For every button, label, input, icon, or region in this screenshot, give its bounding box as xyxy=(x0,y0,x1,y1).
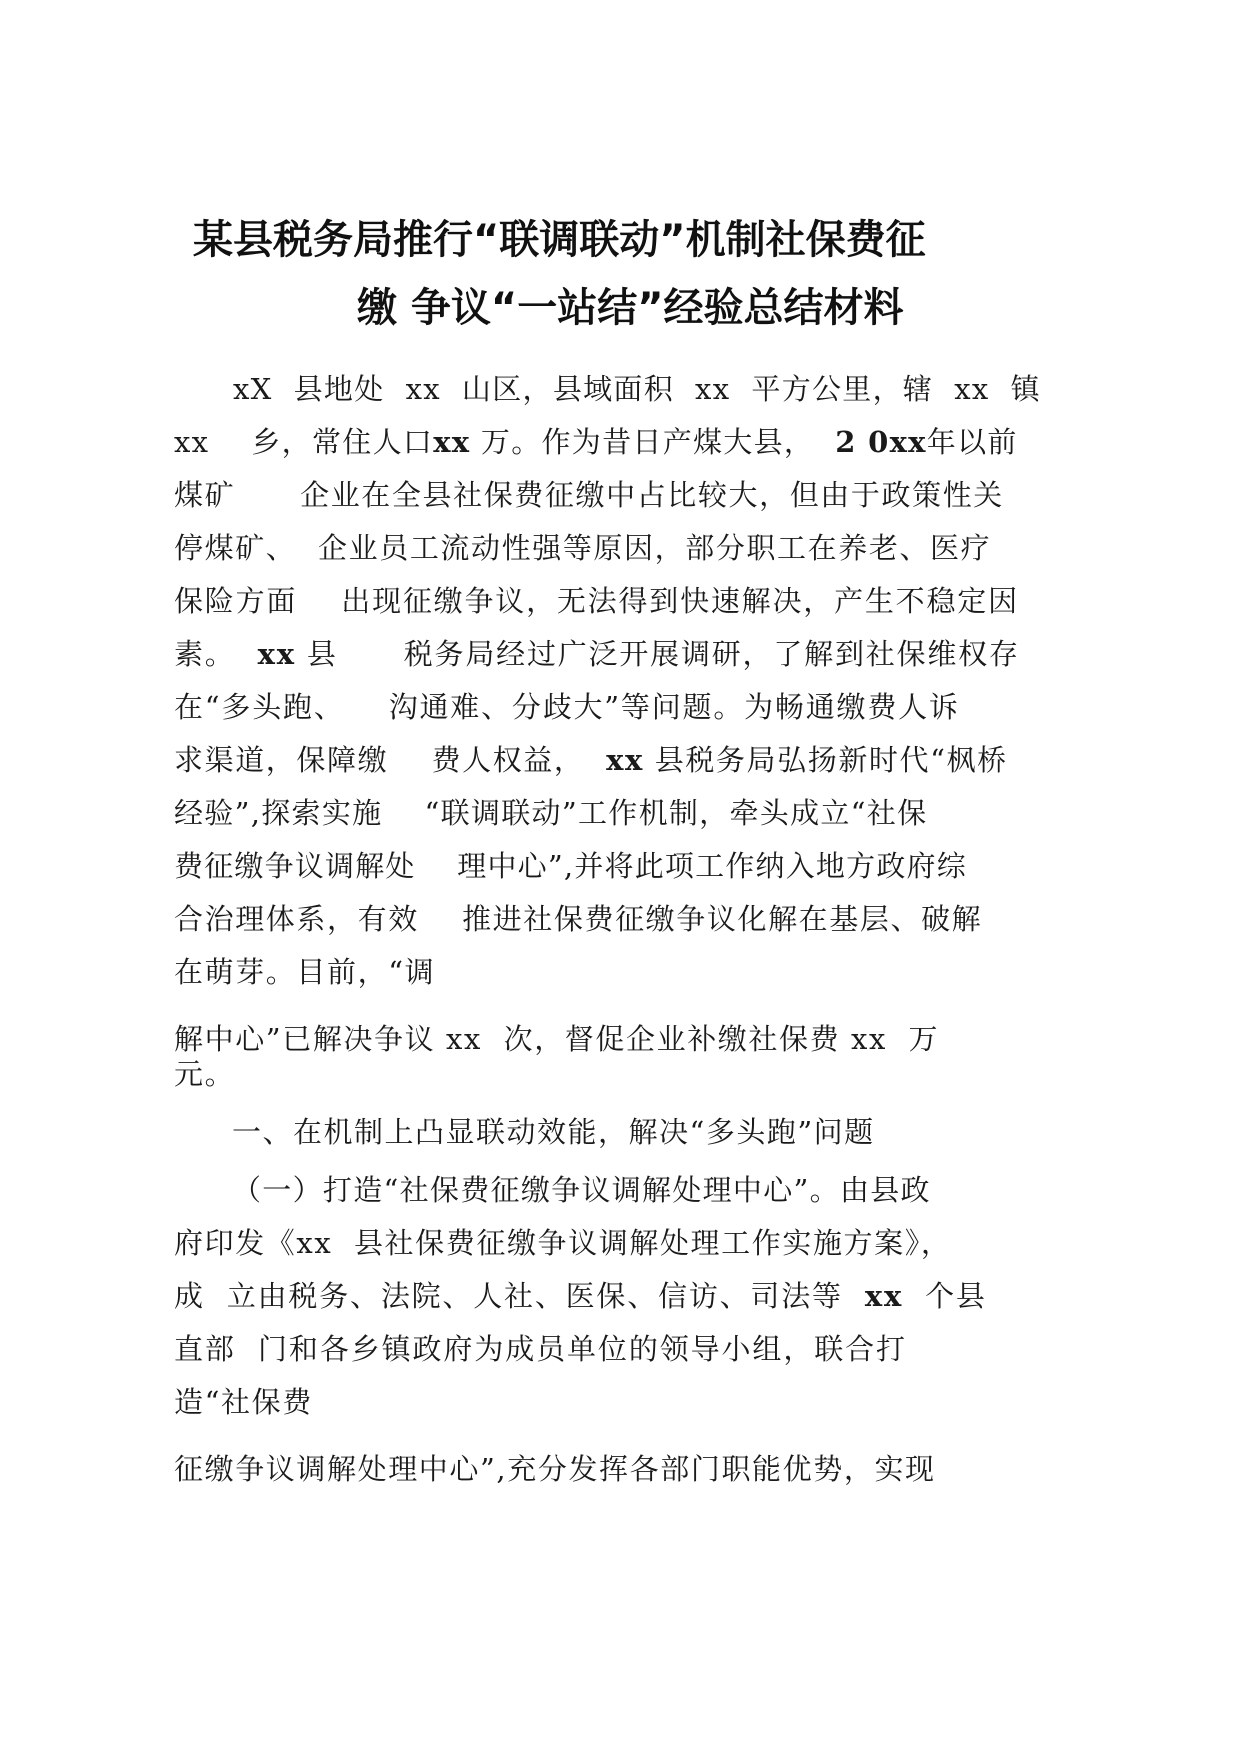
body-line: 在“多头跑、 沟通难、分歧大”等问题。为畅通缴费人诉 xyxy=(174,690,960,724)
body-line: 元。 xyxy=(174,1057,236,1091)
body-line: 府印发《xx 县社保费征缴争议调解处理工作实施方案》， xyxy=(174,1226,952,1260)
body-line: 素。 xx 县 税务局经过广泛开展调研，了解到社保维权存 xyxy=(174,637,1020,671)
body-line: 费征缴争议调解处 理中心”,并将此项工作纳入地方政府综 xyxy=(174,849,967,883)
body-line: xx 乡，常住人口xx 万。作为昔日产煤大县， 2 0xx年以前 xyxy=(174,425,1018,459)
body-line: 征缴争议调解处理中心”,充分发挥各部门职能优势，实现 xyxy=(174,1452,936,1486)
document-title-line-1: 某县税务局推行“联调联动”机制社保费征 xyxy=(193,217,926,263)
body-line: 解中心”已解决争议 xx 次，督促企业补缴社保费 xx 万 xyxy=(174,1022,940,1056)
body-line: 求渠道，保障缴 费人权益， xx 县税务局弘扬新时代“枫桥 xyxy=(174,743,1008,777)
body-line: 合治理体系，有效 推进社保费征缴争议化解在基层、破解 xyxy=(174,902,983,936)
body-line: 直部 门和各乡镇政府为成员单位的领导小组，联合打 xyxy=(174,1332,907,1366)
document-title-line-2: 缴 争议“一站结”经验总结材料 xyxy=(357,285,904,331)
body-line: 煤矿 企业在全县社保费征缴中占比较大，但由于政策性关 xyxy=(174,478,1004,512)
body-line: 保险方面 出现征缴争议，无法得到快速解决，产生不稳定因 xyxy=(174,584,1019,618)
section-heading: 一、在机制上凸显联动效能，解决“多头跑”问题 xyxy=(232,1115,875,1149)
body-line: 经验”,探索实施 “联调联动”工作机制，牵头成立“社保 xyxy=(174,796,928,830)
body-line: 成 立由税务、法院、人社、医保、信访、司法等 xx 个县 xyxy=(174,1279,987,1313)
body-line: 在萌芽。目前，“调 xyxy=(174,955,436,989)
body-line: 造“社保费 xyxy=(174,1385,313,1419)
body-line: 停煤矿、 企业员工流动性强等原因，部分职工在养老、医疗 xyxy=(174,531,992,565)
body-line: xX 县地处 xx 山区，县域面积 xx 平方公里，辖 xx 镇 xyxy=(233,372,1041,406)
subsection-heading: （一）打造“社保费征缴争议调解处理中心”。由县政 xyxy=(232,1173,931,1207)
